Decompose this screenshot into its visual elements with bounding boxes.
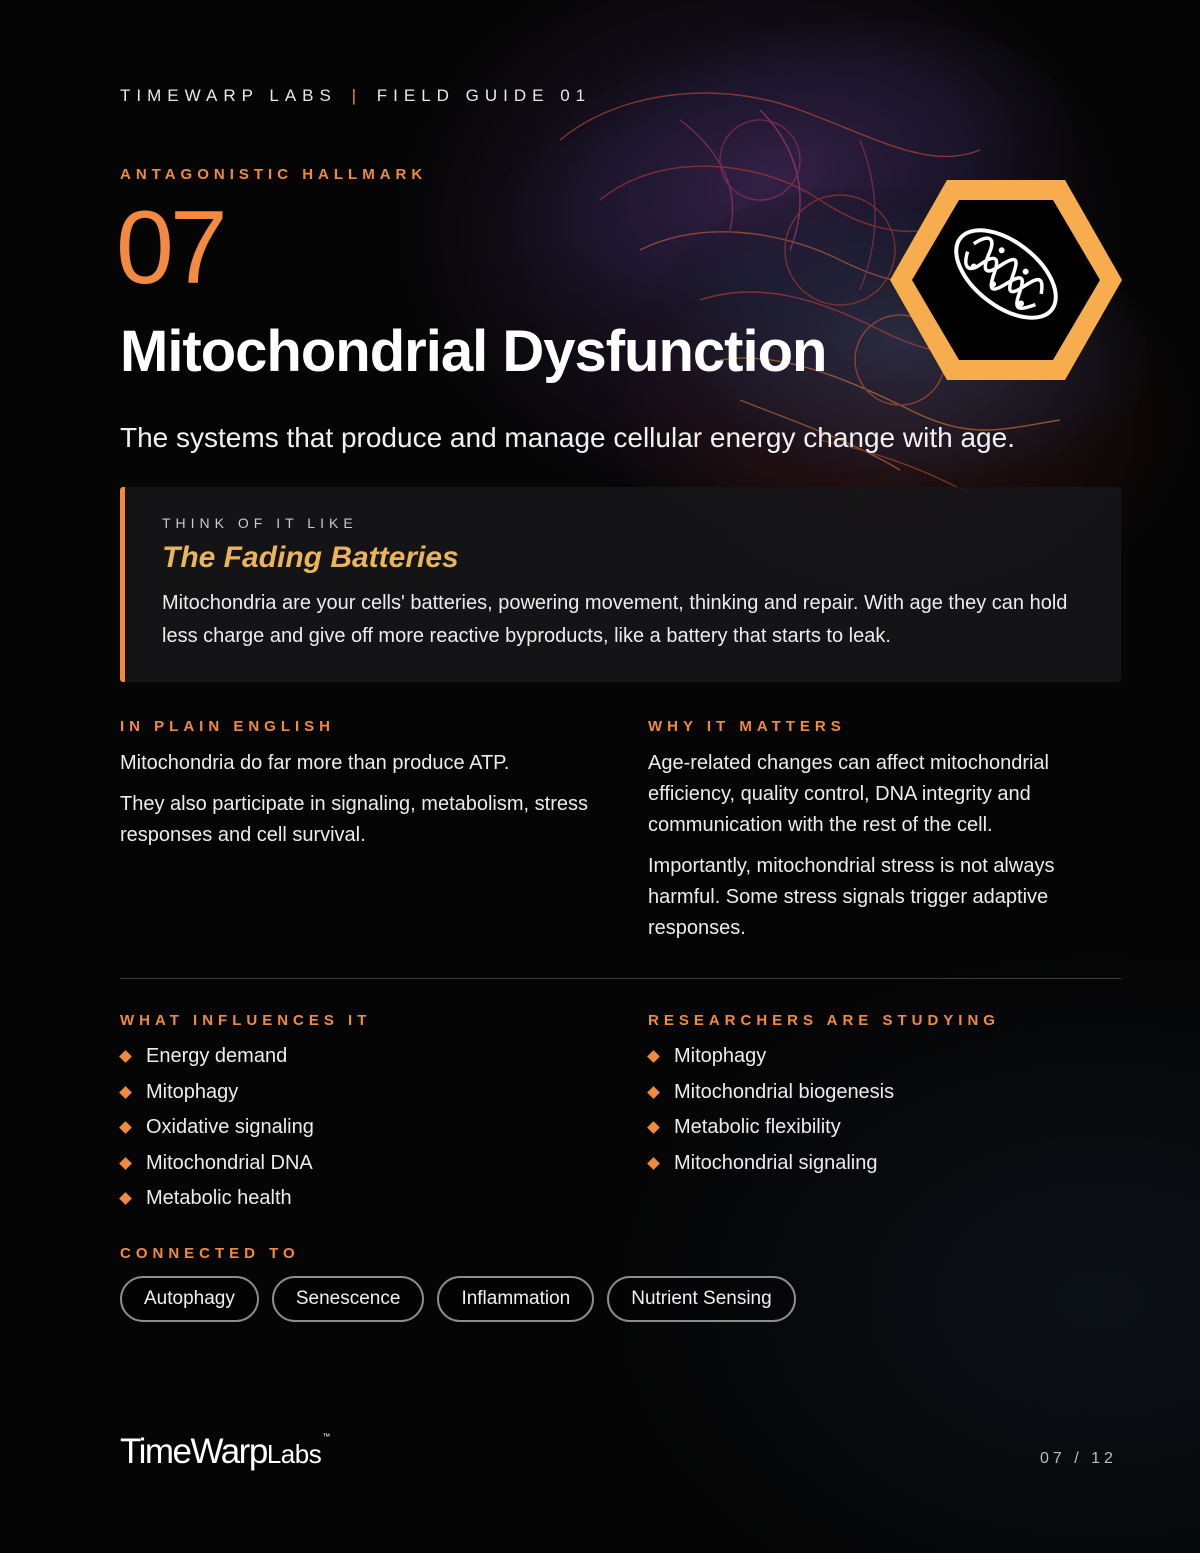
mitochondria-icon	[888, 178, 1124, 382]
why-it-matters-paragraph: Importantly, mitochondrial stress is not always harmful. Some stress signals trigger adaptive responses.	[648, 855, 1055, 939]
logo-trademark: ™	[322, 1432, 331, 1441]
connected-heading: CONNECTED TO	[120, 1245, 300, 1262]
logo-main: TimeWarp	[120, 1432, 267, 1471]
diamond-bullet-icon	[647, 1121, 660, 1134]
why-it-matters-section	[648, 748, 1098, 954]
list-item	[120, 1110, 314, 1146]
diamond-bullet-icon	[119, 1086, 132, 1099]
research-heading: RESEARCHERS ARE STUDYING	[648, 1012, 1000, 1029]
header-guide: FIELD GUIDE 01	[376, 86, 592, 105]
list-item-label: Mitochondrial signaling	[674, 1151, 878, 1174]
page-number: 07 / 12	[1040, 1450, 1117, 1467]
chip-inflammation[interactable]: Inflammation	[437, 1276, 594, 1322]
plain-english-heading: IN PLAIN ENGLISH	[120, 718, 336, 735]
why-it-matters-heading: WHY IT MATTERS	[648, 718, 846, 735]
list-item-label: Energy demand	[146, 1045, 288, 1067]
diamond-bullet-icon	[119, 1121, 132, 1134]
list-item	[120, 1181, 314, 1217]
diamond-bullet-icon	[119, 1157, 132, 1170]
diamond-bullet-icon	[119, 1192, 132, 1205]
analogy-card	[120, 487, 1121, 682]
list-item	[648, 1039, 894, 1075]
analogy-body: Mitochondria are your cells' batteries, powering movement, thinking and repair. With age they can hold less charge and give off more reactive byproducts, like a battery that starts to leak.	[162, 592, 1068, 647]
list-item	[648, 1146, 894, 1182]
list-item-label: Mitochondrial DNA	[146, 1151, 313, 1174]
list-item-label: Mitochondrial biogenesis	[674, 1080, 895, 1103]
plain-english-paragraph: Mitochondria do far more than produce ATP.	[120, 752, 510, 774]
list-item	[120, 1039, 314, 1075]
diamond-bullet-icon	[647, 1050, 660, 1063]
list-item-label: Mitophagy	[146, 1080, 239, 1103]
list-item	[120, 1146, 314, 1182]
connected-chips	[120, 1276, 796, 1322]
hallmark-number: 07	[116, 190, 224, 306]
header-brand: TIMEWARP LABS	[120, 86, 337, 105]
list-item-label: Mitophagy	[674, 1045, 767, 1067]
chip-autophagy[interactable]: Autophagy	[120, 1276, 259, 1322]
influences-list	[120, 1039, 314, 1217]
plain-english-section	[120, 748, 600, 861]
list-item	[648, 1110, 894, 1146]
section-divider	[120, 978, 1121, 979]
logo-sub: Labs	[266, 1439, 322, 1469]
list-item	[120, 1075, 314, 1111]
header-separator: |	[351, 86, 357, 105]
page-subtitle: The systems that produce and manage cellular energy change with age.	[120, 422, 1015, 453]
list-item-label: Metabolic health	[146, 1187, 292, 1209]
analogy-eyebrow: THINK OF IT LIKE	[162, 515, 358, 531]
chip-senescence[interactable]: Senescence	[272, 1276, 425, 1322]
research-list	[648, 1039, 894, 1181]
plain-english-paragraph: They also participate in signaling, metabolism, stress responses and cell survival.	[120, 793, 588, 846]
analogy-title: The Fading Batteries	[162, 541, 459, 574]
chip-nutrient-sensing[interactable]: Nutrient Sensing	[607, 1276, 795, 1322]
influences-heading: WHAT INFLUENCES IT	[120, 1012, 372, 1029]
diamond-bullet-icon	[647, 1086, 660, 1099]
page-title: Mitochondrial Dysfunction	[120, 319, 827, 384]
header-brand-line	[120, 86, 591, 106]
list-item-label: Oxidative signaling	[146, 1116, 314, 1138]
list-item	[648, 1075, 894, 1111]
list-item-label: Metabolic flexibility	[674, 1116, 841, 1138]
timewarp-labs-logo	[120, 1432, 330, 1472]
diamond-bullet-icon	[647, 1157, 660, 1170]
diamond-bullet-icon	[119, 1050, 132, 1063]
hallmark-eyebrow: ANTAGONISTIC HALLMARK	[120, 166, 428, 183]
why-it-matters-paragraph: Age-related changes can affect mitochondrial efficiency, quality control, DNA integrity and communication with the rest of the cell.	[648, 752, 1049, 836]
